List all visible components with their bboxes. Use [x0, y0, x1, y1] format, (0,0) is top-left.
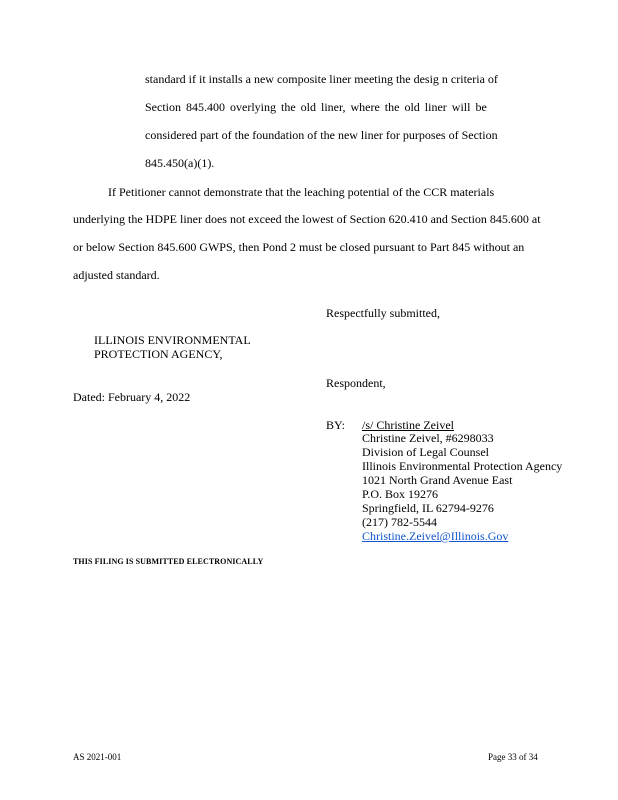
footer-case-number: AS 2021-001: [73, 752, 122, 762]
indented-line: standard if it installs a new composite liner meeting the desig n criteria of: [145, 72, 498, 86]
address-street: 1021 North Grand Avenue East: [362, 473, 513, 487]
phone-number: (217) 782-5544: [362, 515, 437, 529]
footer-page-number: Page 33 of 34: [488, 752, 538, 762]
indented-line: considered part of the foundation of the new liner for purposes of Section: [145, 128, 498, 142]
signer-agency: Illinois Environmental Protection Agency: [362, 459, 563, 473]
address-city: Springfield, IL 62794-9276: [362, 501, 494, 515]
agency-name-line1: ILLINOIS ENVIRONMENTAL: [94, 333, 251, 347]
respondent-label: Respondent,: [326, 376, 386, 390]
agency-name-line2: PROTECTION AGENCY,: [94, 347, 223, 361]
address-po-box: P.O. Box 19276: [362, 487, 439, 501]
by-label: BY:: [326, 418, 345, 432]
dated-line: Dated: February 4, 2022: [73, 390, 191, 404]
paragraph-line: adjusted standard.: [73, 268, 160, 282]
paragraph-line: or below Section 845.600 GWPS, then Pond 2 must be closed pursuant to Part 845 without an: [73, 240, 525, 254]
filing-notice: THIS FILING IS SUBMITTED ELECTRONICALLY: [73, 557, 264, 566]
paragraph-line: If Petitioner cannot demonstrate that the leaching potential of the CCR materials: [108, 185, 495, 199]
signer-division: Division of Legal Counsel: [362, 445, 489, 459]
signer-name: Christine Zeivel, #6298033: [362, 431, 494, 445]
respectfully-submitted: Respectfully submitted,: [326, 306, 440, 320]
paragraph-line: underlying the HDPE liner does not exceed the lowest of Section 620.410 and Section 845.600 at: [73, 212, 541, 226]
email-link[interactable]: Christine.Zeivel@Illinois.Gov: [362, 529, 509, 543]
indented-line: 845.450(a)(1).: [145, 156, 215, 170]
signature-text: /s/ Christine Zeivel: [362, 418, 454, 432]
indented-line: Section 845.400 overlying the old liner, where the old liner will be: [145, 100, 487, 114]
signature-line: [362, 418, 498, 432]
